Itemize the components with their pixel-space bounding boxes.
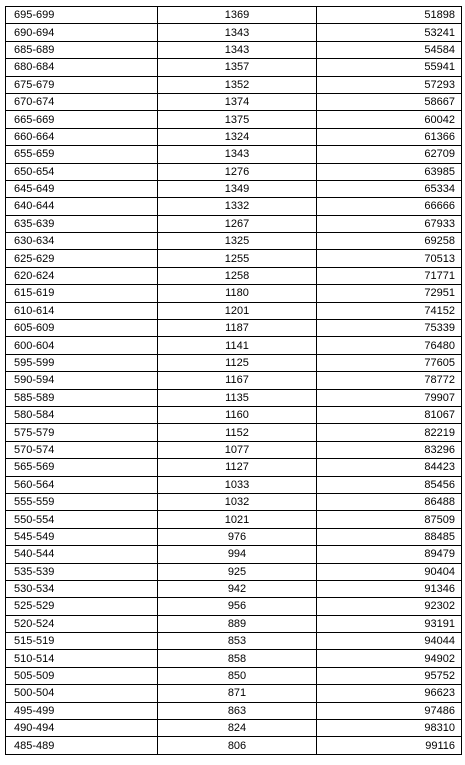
- cumulative-count-cell: 67933: [317, 215, 462, 232]
- count-cell: 1352: [158, 76, 317, 93]
- table-row: [6, 493, 462, 510]
- table-row: [6, 650, 462, 667]
- cumulative-count-cell: 91346: [317, 580, 462, 597]
- table-row: [6, 372, 462, 389]
- count-cell: 1375: [158, 111, 317, 128]
- table-row: [6, 633, 462, 650]
- count-cell: 1374: [158, 93, 317, 110]
- score-range-cell: 590-594: [6, 372, 158, 389]
- table-row: [6, 546, 462, 563]
- cumulative-count-cell: 51898: [317, 7, 462, 24]
- score-range-cell: 640-644: [6, 198, 158, 215]
- score-range-cell: 680-684: [6, 59, 158, 76]
- table-row: [6, 702, 462, 719]
- score-distribution-table: [5, 6, 462, 755]
- score-range-cell: 625-629: [6, 250, 158, 267]
- cumulative-count-cell: 83296: [317, 441, 462, 458]
- score-range-cell: 670-674: [6, 93, 158, 110]
- score-range-cell: 545-549: [6, 528, 158, 545]
- table-row: [6, 528, 462, 545]
- table-row: [6, 198, 462, 215]
- count-cell: 1324: [158, 128, 317, 145]
- count-cell: 1343: [158, 24, 317, 41]
- score-range-cell: 530-534: [6, 580, 158, 597]
- score-range-cell: 585-589: [6, 389, 158, 406]
- score-range-cell: 645-649: [6, 180, 158, 197]
- table-row: [6, 598, 462, 615]
- cumulative-count-cell: 87509: [317, 511, 462, 528]
- table-row: [6, 41, 462, 58]
- score-range-cell: 505-509: [6, 667, 158, 684]
- cumulative-count-cell: 72951: [317, 285, 462, 302]
- count-cell: 925: [158, 563, 317, 580]
- cumulative-count-cell: 98310: [317, 720, 462, 737]
- table-row: [6, 302, 462, 319]
- table-row: [6, 285, 462, 302]
- count-cell: 1033: [158, 476, 317, 493]
- table-row: [6, 580, 462, 597]
- count-cell: 1125: [158, 354, 317, 371]
- count-cell: 1201: [158, 302, 317, 319]
- cumulative-count-cell: 77605: [317, 354, 462, 371]
- table-row: [6, 459, 462, 476]
- table-row: [6, 59, 462, 76]
- cumulative-count-cell: 71771: [317, 267, 462, 284]
- cumulative-count-cell: 84423: [317, 459, 462, 476]
- table-row: [6, 146, 462, 163]
- table-row: [6, 685, 462, 702]
- table-row: [6, 511, 462, 528]
- cumulative-count-cell: 63985: [317, 163, 462, 180]
- count-cell: 1187: [158, 320, 317, 337]
- count-cell: 1135: [158, 389, 317, 406]
- cumulative-count-cell: 74152: [317, 302, 462, 319]
- cumulative-count-cell: 57293: [317, 76, 462, 93]
- count-cell: 858: [158, 650, 317, 667]
- score-range-cell: 615-619: [6, 285, 158, 302]
- cumulative-count-cell: 53241: [317, 24, 462, 41]
- score-range-cell: 565-569: [6, 459, 158, 476]
- count-cell: 1349: [158, 180, 317, 197]
- score-range-cell: 485-489: [6, 737, 158, 754]
- count-cell: 1127: [158, 459, 317, 476]
- score-range-cell: 630-634: [6, 233, 158, 250]
- count-cell: 853: [158, 633, 317, 650]
- table-row: [6, 667, 462, 684]
- score-range-cell: 695-699: [6, 7, 158, 24]
- score-range-cell: 655-659: [6, 146, 158, 163]
- table-row: [6, 215, 462, 232]
- table-row: [6, 737, 462, 754]
- count-cell: 1032: [158, 493, 317, 510]
- score-range-cell: 525-529: [6, 598, 158, 615]
- cumulative-count-cell: 70513: [317, 250, 462, 267]
- table-row: [6, 76, 462, 93]
- cumulative-count-cell: 94902: [317, 650, 462, 667]
- table-row: [6, 354, 462, 371]
- table-row: [6, 320, 462, 337]
- count-cell: 1077: [158, 441, 317, 458]
- score-range-cell: 550-554: [6, 511, 158, 528]
- count-cell: 1258: [158, 267, 317, 284]
- score-range-cell: 570-574: [6, 441, 158, 458]
- count-cell: 863: [158, 702, 317, 719]
- score-range-cell: 555-559: [6, 493, 158, 510]
- table-row: [6, 267, 462, 284]
- count-cell: 1160: [158, 406, 317, 423]
- count-cell: 1343: [158, 41, 317, 58]
- table-body: [6, 7, 462, 755]
- score-range-cell: 540-544: [6, 546, 158, 563]
- count-cell: 824: [158, 720, 317, 737]
- score-range-cell: 675-679: [6, 76, 158, 93]
- table-row: [6, 337, 462, 354]
- cumulative-count-cell: 69258: [317, 233, 462, 250]
- cumulative-count-cell: 85456: [317, 476, 462, 493]
- table-row: [6, 128, 462, 145]
- count-cell: 806: [158, 737, 317, 754]
- table-row: [6, 180, 462, 197]
- table-row: [6, 563, 462, 580]
- table-row: [6, 720, 462, 737]
- score-distribution-table-container: [5, 6, 461, 755]
- score-range-cell: 510-514: [6, 650, 158, 667]
- cumulative-count-cell: 82219: [317, 424, 462, 441]
- count-cell: 1021: [158, 511, 317, 528]
- score-range-cell: 515-519: [6, 633, 158, 650]
- count-cell: 1325: [158, 233, 317, 250]
- table-row: [6, 24, 462, 41]
- cumulative-count-cell: 54584: [317, 41, 462, 58]
- cumulative-count-cell: 99116: [317, 737, 462, 754]
- score-range-cell: 495-499: [6, 702, 158, 719]
- cumulative-count-cell: 81067: [317, 406, 462, 423]
- table-row: [6, 424, 462, 441]
- cumulative-count-cell: 92302: [317, 598, 462, 615]
- cumulative-count-cell: 89479: [317, 546, 462, 563]
- cumulative-count-cell: 66666: [317, 198, 462, 215]
- table-row: [6, 441, 462, 458]
- cumulative-count-cell: 88485: [317, 528, 462, 545]
- count-cell: 1180: [158, 285, 317, 302]
- score-range-cell: 635-639: [6, 215, 158, 232]
- table-row: [6, 250, 462, 267]
- count-cell: 942: [158, 580, 317, 597]
- cumulative-count-cell: 94044: [317, 633, 462, 650]
- score-range-cell: 620-624: [6, 267, 158, 284]
- count-cell: 1267: [158, 215, 317, 232]
- table-row: [6, 7, 462, 24]
- score-range-cell: 600-604: [6, 337, 158, 354]
- cumulative-count-cell: 58667: [317, 93, 462, 110]
- count-cell: 850: [158, 667, 317, 684]
- score-range-cell: 490-494: [6, 720, 158, 737]
- count-cell: 1141: [158, 337, 317, 354]
- cumulative-count-cell: 93191: [317, 615, 462, 632]
- score-range-cell: 500-504: [6, 685, 158, 702]
- table-row: [6, 163, 462, 180]
- cumulative-count-cell: 86488: [317, 493, 462, 510]
- table-row: [6, 406, 462, 423]
- cumulative-count-cell: 75339: [317, 320, 462, 337]
- score-range-cell: 690-694: [6, 24, 158, 41]
- cumulative-count-cell: 79907: [317, 389, 462, 406]
- score-range-cell: 580-584: [6, 406, 158, 423]
- cumulative-count-cell: 61366: [317, 128, 462, 145]
- table-row: [6, 111, 462, 128]
- score-range-cell: 535-539: [6, 563, 158, 580]
- table-row: [6, 615, 462, 632]
- score-range-cell: 685-689: [6, 41, 158, 58]
- score-range-cell: 650-654: [6, 163, 158, 180]
- score-range-cell: 660-664: [6, 128, 158, 145]
- table-row: [6, 389, 462, 406]
- count-cell: 1343: [158, 146, 317, 163]
- table-row: [6, 93, 462, 110]
- count-cell: 976: [158, 528, 317, 545]
- count-cell: 1255: [158, 250, 317, 267]
- cumulative-count-cell: 90404: [317, 563, 462, 580]
- score-range-cell: 560-564: [6, 476, 158, 493]
- cumulative-count-cell: 97486: [317, 702, 462, 719]
- score-range-cell: 610-614: [6, 302, 158, 319]
- count-cell: 889: [158, 615, 317, 632]
- count-cell: 1332: [158, 198, 317, 215]
- count-cell: 1369: [158, 7, 317, 24]
- table-row: [6, 476, 462, 493]
- cumulative-count-cell: 78772: [317, 372, 462, 389]
- cumulative-count-cell: 76480: [317, 337, 462, 354]
- count-cell: 1152: [158, 424, 317, 441]
- cumulative-count-cell: 95752: [317, 667, 462, 684]
- cumulative-count-cell: 62709: [317, 146, 462, 163]
- count-cell: 871: [158, 685, 317, 702]
- score-range-cell: 595-599: [6, 354, 158, 371]
- count-cell: 1357: [158, 59, 317, 76]
- cumulative-count-cell: 65334: [317, 180, 462, 197]
- count-cell: 1167: [158, 372, 317, 389]
- table-row: [6, 233, 462, 250]
- cumulative-count-cell: 55941: [317, 59, 462, 76]
- score-range-cell: 520-524: [6, 615, 158, 632]
- cumulative-count-cell: 60042: [317, 111, 462, 128]
- score-range-cell: 605-609: [6, 320, 158, 337]
- count-cell: 1276: [158, 163, 317, 180]
- score-range-cell: 575-579: [6, 424, 158, 441]
- score-range-cell: 665-669: [6, 111, 158, 128]
- count-cell: 956: [158, 598, 317, 615]
- cumulative-count-cell: 96623: [317, 685, 462, 702]
- count-cell: 994: [158, 546, 317, 563]
